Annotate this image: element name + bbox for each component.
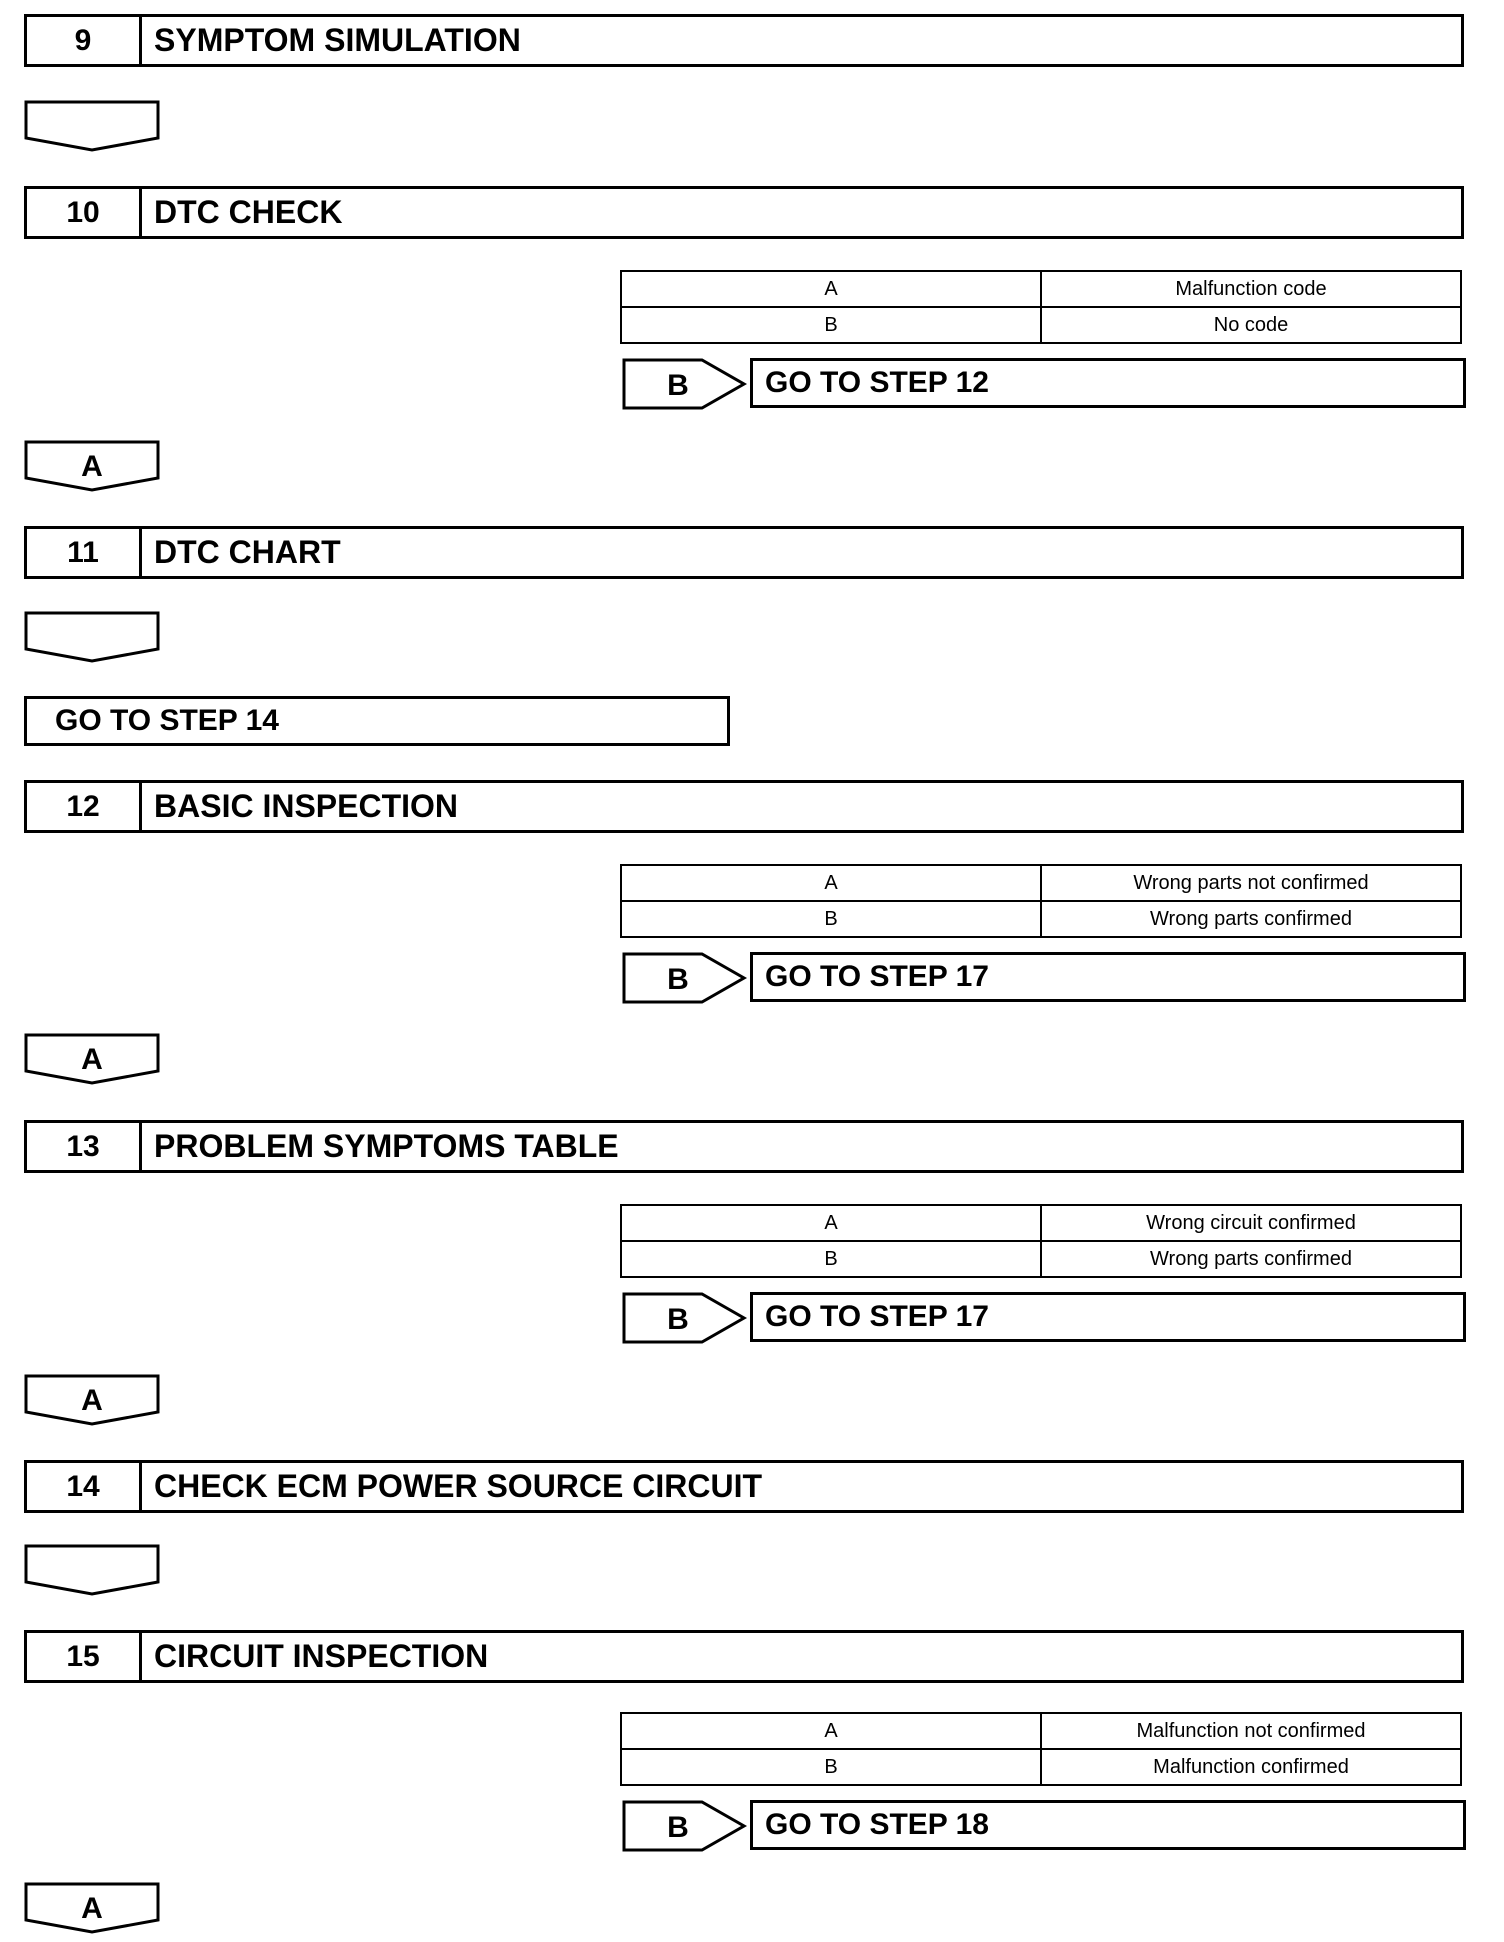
branch-label: B (667, 369, 689, 402)
result-key: A (621, 1205, 1041, 1241)
step-number: 13 (27, 1123, 142, 1170)
branch-arrow (622, 358, 748, 412)
result-key: B (621, 901, 1041, 937)
branch-arrow (622, 1292, 748, 1346)
down-arrow-connector (24, 1374, 162, 1428)
goto-step-box: GO TO STEP 12 (750, 358, 1466, 408)
result-value: Wrong parts confirmed (1041, 901, 1461, 937)
down-arrow-connector (24, 1882, 162, 1936)
result-key: A (621, 865, 1041, 901)
branch-label: B (667, 1811, 689, 1844)
step-title: PROBLEM SYMPTOMS TABLE (154, 1128, 619, 1164)
result-key: B (621, 307, 1041, 343)
step-title: CHECK ECM POWER SOURCE CIRCUIT (154, 1468, 763, 1504)
step-title: DTC CHECK (154, 194, 343, 230)
table-row (621, 1241, 1461, 1277)
result-key: A (621, 271, 1041, 307)
result-value: Malfunction confirmed (1041, 1749, 1461, 1785)
table-row (621, 865, 1461, 901)
result-value: Malfunction code (1041, 271, 1461, 307)
goto-step-box: GO TO STEP 17 (750, 1292, 1466, 1342)
result-table (620, 864, 1462, 938)
table-row (621, 307, 1461, 343)
connector-label: A (81, 1384, 103, 1417)
step-number: 9 (27, 17, 142, 64)
step-title: DTC CHART (154, 534, 341, 570)
step-title: CIRCUIT INSPECTION (154, 1638, 489, 1674)
result-table (620, 1712, 1462, 1786)
step-9-box (24, 14, 1464, 67)
down-arrow-connector (24, 100, 162, 154)
result-key: B (621, 1241, 1041, 1277)
table-row (621, 271, 1461, 307)
branch-arrow (622, 952, 748, 1006)
branch-label: B (667, 1303, 689, 1336)
result-value: Wrong circuit confirmed (1041, 1205, 1461, 1241)
connector-label: A (81, 1043, 103, 1076)
branch-arrow (622, 1800, 748, 1854)
result-key: B (621, 1749, 1041, 1785)
down-arrow-connector (24, 440, 162, 494)
step-number: 15 (27, 1633, 142, 1680)
result-value: No code (1041, 307, 1461, 343)
result-table (620, 270, 1462, 344)
goto-step-box: GO TO STEP 14 (24, 696, 730, 746)
step-title: BASIC INSPECTION (154, 788, 459, 824)
step-number: 12 (27, 783, 142, 830)
step-10-box (24, 186, 1464, 239)
goto-step-box: GO TO STEP 17 (750, 952, 1466, 1002)
down-arrow-connector (24, 1033, 162, 1087)
down-arrow-connector (24, 611, 162, 665)
step-number: 11 (27, 529, 142, 576)
table-row (621, 1713, 1461, 1749)
step-number: 14 (27, 1463, 142, 1510)
result-value: Wrong parts confirmed (1041, 1241, 1461, 1277)
table-row (621, 1205, 1461, 1241)
connector-label: A (81, 1892, 103, 1925)
step-14-box (24, 1460, 1464, 1513)
step-12-box (24, 780, 1464, 833)
result-value: Malfunction not confirmed (1041, 1713, 1461, 1749)
step-number: 10 (27, 189, 142, 236)
goto-step-box: GO TO STEP 18 (750, 1800, 1466, 1850)
step-15-box (24, 1630, 1464, 1683)
down-arrow-connector (24, 1544, 162, 1598)
result-table (620, 1204, 1462, 1278)
step-11-box (24, 526, 1464, 579)
branch-label: B (667, 963, 689, 996)
result-key: A (621, 1713, 1041, 1749)
table-row (621, 901, 1461, 937)
connector-label: A (81, 450, 103, 483)
table-row (621, 1749, 1461, 1785)
result-value: Wrong parts not confirmed (1041, 865, 1461, 901)
step-title: SYMPTOM SIMULATION (154, 22, 521, 58)
step-13-box (24, 1120, 1464, 1173)
